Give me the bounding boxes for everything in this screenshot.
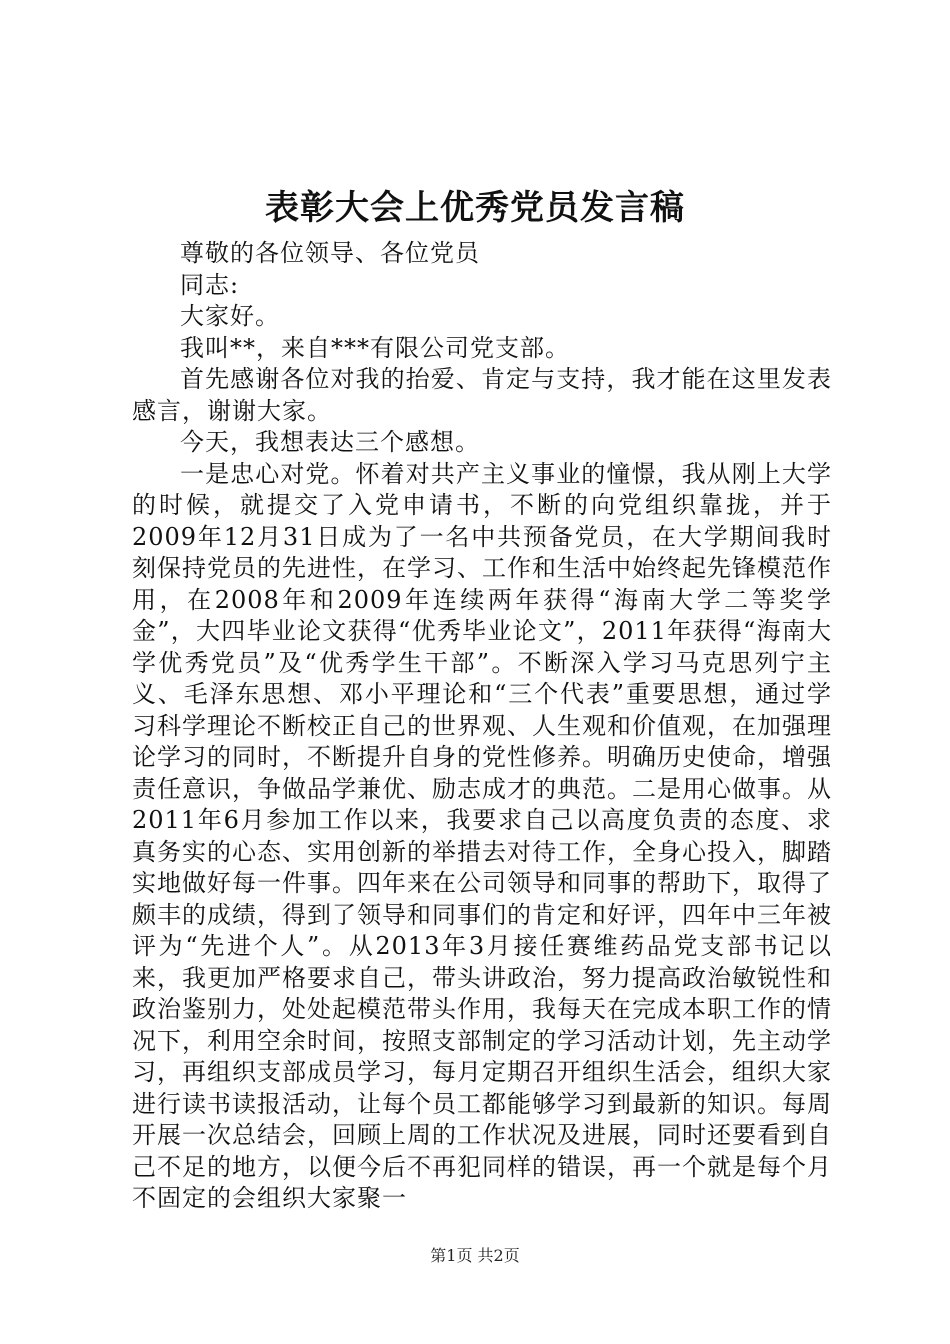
thanks-paragraph: 首先感谢各位对我的抬爱、肯定与支持，我才能在这里发表感言，谢谢大家。 [132, 365, 832, 425]
introduction-paragraph: 我叫**，来自***有限公司党支部。 [180, 333, 570, 362]
topic-paragraph: 今天，我想表达三个感想。 [180, 428, 480, 456]
greeting-paragraph: 大家好。 [180, 302, 280, 330]
document-title: 表彰大会上优秀党员发言稿 [265, 188, 685, 228]
main-body-paragraph: 一是忠心对党。怀着对共产主义事业的憧憬，我从刚上大学的时候，就提交了入党申请书，不断的向党组织靠拢，并于2009年12月31日成为了一名中共预备党员，在大学期间我时刻保持党员的先进性，在学习、工作和生活中始终起先锋模范作用，在2008年和2009年连续两年获得“海南大学二等奖学金”，大四毕业论文获得“优秀毕业论文”，2011年获得“海南大学优秀党员”及“优秀学生干部”。不断深入学习马克思列宁主义、毛泽东思想、邓小平理论和“三个代表”重要思想，通过学习科学理论不断校正自己的世界观、人生观和价值观，在加强理论学习的同时，不断提升自身的党性修养。明确历史使命，增强责任意识，争做品学兼优、励志成才的典范。二是用心做事。从2011年6月参加工作以来，我要求自己以高度负责的态度、求真务实的心态、实用创新的举措去对待工作，全身心投入，脚踏实地做好每一件事。四年来在公司领导和同事的帮助下，取得了颇丰的成绩，得到了领导和同事们的肯定和好评，四年中三年被评为“先进个人”。从2013年3月接任赛维药品党支部书记以来，我更加严格要求自己，带头讲政治，努力提高政治敏锐性和政治鉴别力，处处起模范带头作用，我每天在完成本职工作的情况下，利用空余时间，按照支部制定的学习活动计划，先主动学习，再组织支部成员学习，每月定期召开组织生活会，组织大家进行读书读报活动，让每个员工都能够学习到最新的知识。每周开展一次总结会，回顾上周的工作状况及进展，同时还要看到自己不足的地方，以便今后不再犯同样的错误，再一个就是每个月不固定的会组织大家聚一 [132, 459, 832, 1212]
document-body [132, 238, 832, 1215]
salutation-line-2: 同志: [180, 270, 240, 299]
page-number-footer: 第1页 共2页 [430, 1246, 520, 1265]
salutation-line-1: 尊敬的各位领导、各位党员 [180, 239, 480, 267]
